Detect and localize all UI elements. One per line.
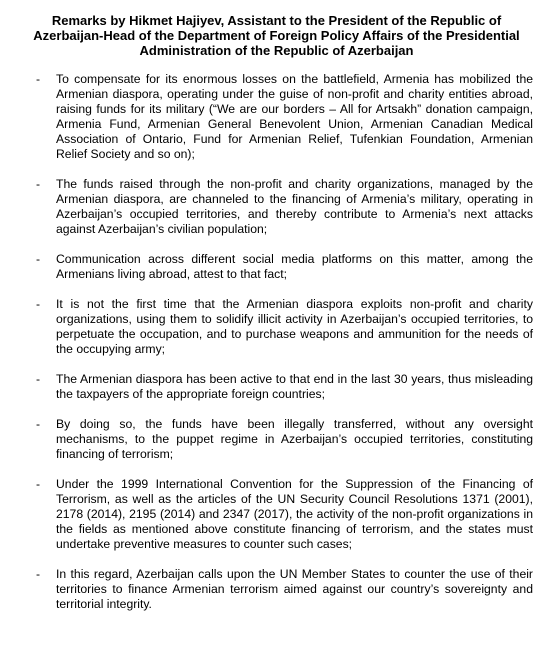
remark-item-2	[14, 177, 539, 237]
dash-bullet: -	[36, 177, 41, 191]
dash-bullet: -	[36, 72, 41, 86]
remark-text: Under the 1999 International Convention for the Suppression of the Financing of Terrorism, as well as the articles of the UN Security Council Resolutions 1371 (2001), 2178 (2014), 2195 (2014) and 2347 (2017), the activity of the non-profit organizations in the fields as mentioned above constitute financing of terrorism, and the states must undertake preventive measures to counter such cases;	[56, 477, 533, 551]
dash-bullet: -	[36, 297, 41, 311]
remark-item-3	[14, 252, 539, 282]
dash-bullet: -	[36, 372, 41, 386]
remarks-list	[14, 72, 539, 612]
remark-text: It is not the first time that the Armenian diaspora exploits non-profit and charity organizations, using them to solidify illicit activity in Azerbaijan’s occupied territories, to perpetuate the occupation, and to purchase weapons and ammunition for the needs of the occupying army;	[56, 297, 533, 356]
document-title: Remarks by Hikmet Hajiyev, Assistant to the President of the Republic of Azerbaijan-Head of the Department of Foreign Policy Affairs of the Presidential Administration of the Republic of Azerbaijan	[33, 13, 520, 58]
remark-text: To compensate for its enormous losses on the battlefield, Armenia has mobilized the Armenian diaspora, operating under the guise of non-profit and charity entities abroad, raising funds for its military (“We are our borders – All for Artsakh” donation campaign, Armenia Fund, Armenian General Benevolent Union, Armenian Canadian Medical Association of Ontario, Fund for Armenian Relief, Tufenkian Foundation, Armenian Relief Society and so on);	[56, 72, 533, 161]
remark-item-8	[14, 567, 539, 612]
remark-item-4	[14, 297, 539, 357]
remark-item-5	[14, 372, 539, 402]
dash-bullet: -	[36, 477, 41, 491]
remark-text: Communication across different social media platforms on this matter, among the Armenians living abroad, attest to that fact;	[56, 252, 533, 281]
remark-item-6	[14, 417, 539, 462]
remark-item-1	[14, 72, 539, 162]
remark-item-7	[14, 477, 539, 552]
remark-text: By doing so, the funds have been illegally transferred, without any oversight mechanisms, to the puppet regime in Azerbaijan’s occupied territories, constituting financing of terrorism;	[56, 417, 533, 461]
dash-bullet: -	[36, 567, 41, 581]
dash-bullet: -	[36, 252, 41, 266]
remark-text: In this regard, Azerbaijan calls upon the UN Member States to counter the use of their territories to finance Armenian terrorism aimed against our country’s sovereignty and territorial integrity.	[56, 567, 533, 611]
remark-text: The Armenian diaspora has been active to that end in the last 30 years, thus misleading the taxpayers of the appropriate foreign countries;	[56, 372, 533, 401]
remark-text: The funds raised through the non-profit and charity organizations, managed by the Armenian diaspora, are channeled to the financing of Armenia’s military, operating in Azerbaijan’s occupied territories, and thereby contribute to Armenia’s next attacks against Azerbaijan’s civilian population;	[56, 177, 533, 236]
dash-bullet: -	[36, 417, 41, 431]
